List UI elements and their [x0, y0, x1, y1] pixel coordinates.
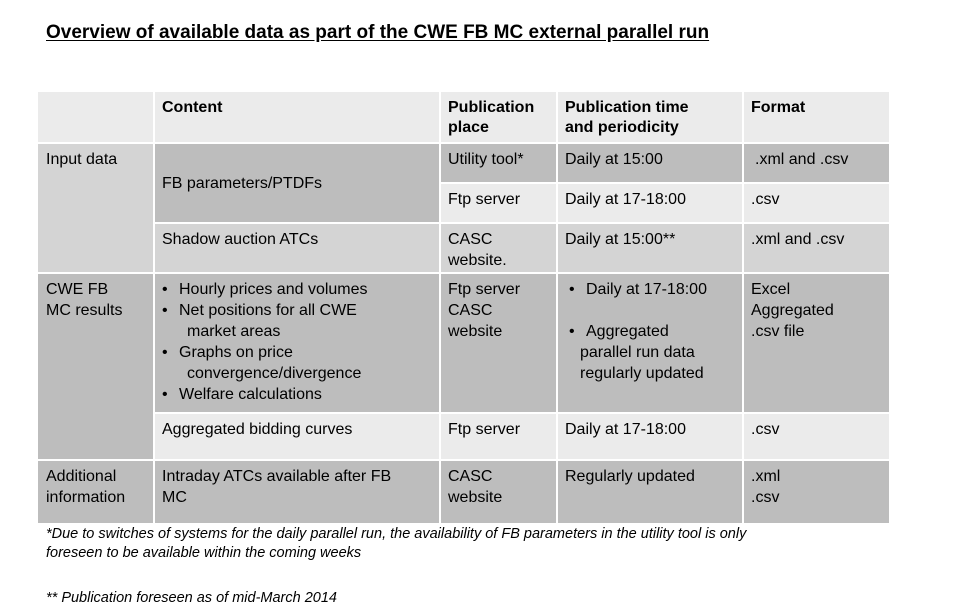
group-input-data: [38, 143, 154, 273]
ftp-format-cell: [743, 183, 889, 223]
utility-format-cell: [743, 143, 889, 183]
group-additional-line1: Additional: [46, 468, 117, 485]
table-grid-line: [154, 412, 889, 414]
header-content-label: Content: [162, 99, 223, 116]
additional-format-line1: .xml: [751, 468, 781, 485]
curves-format-label: .csv: [751, 421, 780, 438]
results-bullet1: Hourly prices and volumes: [179, 281, 368, 298]
group-additional-line2: information: [46, 489, 126, 506]
additional-place-cell: [440, 460, 557, 523]
utility-place-cell: [440, 143, 557, 183]
results-place-line3: website: [448, 323, 503, 340]
shadow-format-label: .xml and .csv: [751, 231, 845, 248]
ftp-time-label: Daily at 17-18:00: [565, 191, 686, 208]
additional-place-line2: website: [448, 489, 503, 506]
results-time-bullet2-line3: regularly updated: [580, 365, 704, 382]
curves-place-cell: [440, 413, 557, 460]
page-title: Overview of available data as part of the CWE FB MC external parallel run: [46, 22, 710, 43]
results-time-list: [561, 279, 735, 384]
additional-content-line2: MC: [162, 489, 187, 506]
table-grid-line: [38, 142, 889, 144]
ftp-place-cell: [440, 183, 557, 223]
header-place-line1: Publication: [448, 99, 535, 116]
results-bullet3-line2: convergence/divergence: [187, 365, 362, 382]
results-place-line1: Ftp server: [448, 281, 521, 298]
footnote-utility-tool: [46, 525, 746, 563]
fb-parameters-label: FB parameters/PTDFs: [162, 174, 323, 192]
group-input-data-label: Input data: [46, 151, 118, 168]
shadow-content-label: Shadow auction ATCs: [162, 231, 319, 248]
shadow-time-cell: [557, 223, 743, 273]
list-item: [154, 279, 432, 300]
curves-place-label: Ftp server: [448, 421, 521, 438]
results-bullet-list: [154, 279, 432, 405]
additional-place-line1: CASC: [448, 468, 493, 485]
group-results-line2: MC results: [46, 302, 123, 319]
table-grid-line: [440, 182, 889, 184]
results-time-bullet2-line1: Aggregated: [586, 323, 669, 340]
header-place-line2: place: [448, 119, 489, 136]
group-additional: [38, 460, 154, 523]
additional-content-cell: [154, 460, 440, 523]
shadow-place-cell: [440, 223, 557, 273]
table-grid-line: [38, 272, 889, 274]
results-format-line2: Aggregated: [751, 302, 834, 319]
utility-time-cell: [557, 143, 743, 183]
results-format-cell: [743, 273, 889, 413]
header-time-line1: Publication time: [565, 99, 689, 116]
ftp-format-label: .csv: [751, 191, 780, 208]
header-time-line2: and periodicity: [565, 119, 679, 136]
results-time-bullet1: Daily at 17-18:00: [586, 281, 707, 298]
shadow-place-line1: CASC: [448, 231, 493, 248]
footnote1-line1: *Due to switches of systems for the daily parallel run, the availability of FB parameters in the utility tool is only: [46, 526, 747, 542]
additional-format-cell: [743, 460, 889, 523]
curves-content-label: Aggregated bidding curves: [162, 421, 353, 438]
utility-time-label: Daily at 15:00: [565, 151, 663, 168]
curves-time-cell: [557, 413, 743, 460]
fb-parameters-cell: [154, 143, 440, 223]
shadow-place-line2: website.: [448, 252, 507, 269]
results-place-line2: CASC: [448, 302, 493, 319]
results-bullet3-line1: Graphs on price: [179, 344, 293, 361]
list-item: [154, 384, 432, 405]
list-item: [154, 300, 432, 342]
results-format-line1: Excel: [751, 281, 791, 298]
ftp-place-label: Ftp server: [448, 191, 521, 208]
ftp-time-cell: [557, 183, 743, 223]
results-bullet4: Welfare calculations: [179, 386, 322, 403]
shadow-time-label: Daily at 15:00**: [565, 231, 676, 248]
results-bullet2-line1: Net positions for all CWE: [179, 302, 357, 319]
results-bullet2-line2: market areas: [187, 323, 281, 340]
list-item: [561, 321, 735, 384]
shadow-format-cell: [743, 223, 889, 273]
footnote1-line2: foreseen to be available within the coming weeks: [46, 545, 362, 561]
table-grid-line: [38, 459, 889, 461]
shadow-content-cell: [154, 223, 440, 273]
header-format: [743, 92, 889, 143]
header-format-label: Format: [751, 99, 806, 116]
header-publication-place: [440, 92, 557, 143]
header-corner-cell: [38, 92, 154, 143]
results-content-cell: [154, 273, 440, 413]
results-place-cell: [440, 273, 557, 413]
group-results-line1: CWE FB: [46, 281, 109, 298]
list-item: [154, 342, 432, 384]
results-format-line3: .csv file: [751, 323, 805, 340]
table-grid-line: [154, 222, 889, 224]
list-item: [561, 279, 735, 300]
results-time-bullet2-line2: parallel run data: [580, 344, 695, 361]
utility-place-label: Utility tool*: [448, 151, 524, 168]
additional-content-line1: Intraday ATCs available after FB: [162, 468, 392, 485]
additional-time-cell: [557, 460, 743, 523]
header-content: [154, 92, 440, 143]
footnote-publication: [46, 589, 337, 608]
utility-format-label: .xml and .csv: [755, 151, 849, 168]
additional-format-line2: .csv: [751, 489, 780, 506]
footnote2: ** Publication foreseen as of mid-March 2014: [46, 590, 337, 606]
results-time-cell: [557, 273, 743, 413]
group-results: [38, 273, 154, 460]
additional-time-label: Regularly updated: [565, 468, 695, 485]
curves-time-label: Daily at 17-18:00: [565, 421, 686, 438]
curves-format-cell: [743, 413, 889, 460]
curves-content-cell: [154, 413, 440, 460]
header-publication-time: [557, 92, 743, 143]
